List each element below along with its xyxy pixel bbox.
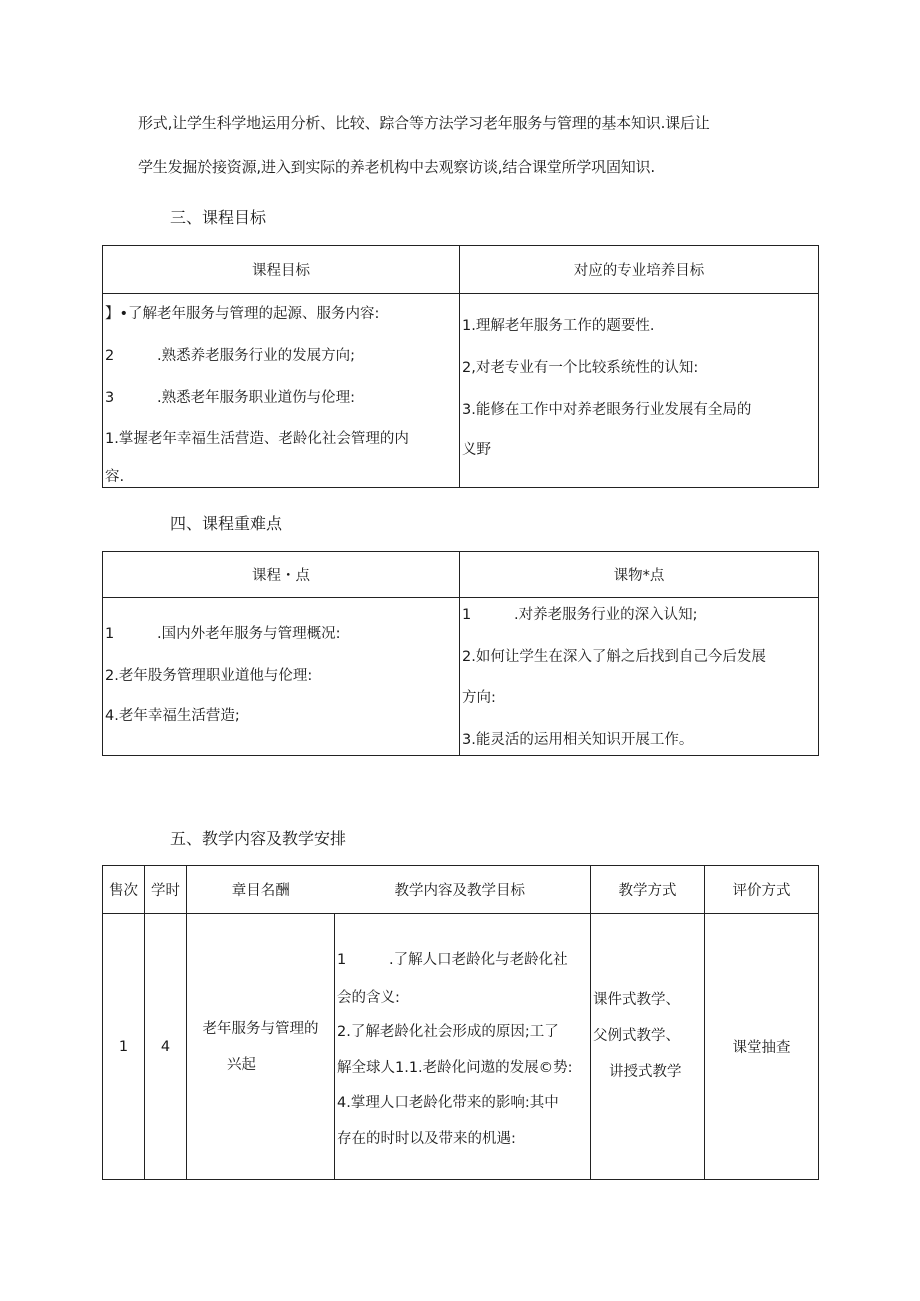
method-header: 教学方式 xyxy=(591,866,705,914)
training-goal-3: 3.能修在工作中对养老眼务行业发展有全局的 xyxy=(462,402,752,418)
key-points-header: 课程・点 xyxy=(103,552,460,598)
difficult-point-2: 2.如何让学生在深入了斛之后找到自己今后发展 xyxy=(462,649,766,665)
content-3-cont: 存在的时时以及带来的机遇: xyxy=(337,1131,516,1147)
intro-line-2: 学生发掘於接资源,进入到实际的养老机构中去观察访谈,结合课堂所学巩固知识. xyxy=(138,158,655,176)
key-points-table xyxy=(102,551,819,756)
objective-3: 3 .熟悉老年服务职业道伤与伦理: xyxy=(105,390,355,406)
row1-chapter: 老年服务与管理的 兴起 xyxy=(187,914,335,1180)
difficult-points-header: 课物*点 xyxy=(460,552,819,598)
key-point-3: 4.老年幸福生活营造; xyxy=(105,708,240,724)
key-point-1: 1 .国内外老年服务与管理概况: xyxy=(105,626,341,642)
objective-4: 1.掌握老年幸福生活营造、老龄化社会管理的内 xyxy=(105,431,409,447)
content-2: 2.了解老龄化社会形成的原因;工了 xyxy=(337,1024,559,1040)
objectives-cell xyxy=(103,294,460,488)
training-goal-3-cont: 义野 xyxy=(462,442,491,458)
difficult-point-1: 1 .对养老服务行业的深入认知; xyxy=(462,607,698,623)
training-goals-header: 对应的专业培养目标 xyxy=(460,246,819,294)
session-header: 售次 xyxy=(103,866,145,914)
section3-heading: 三、课程目标 xyxy=(170,208,267,227)
hours-header: 学时 xyxy=(145,866,187,914)
key-points-cell xyxy=(103,598,460,756)
objective-4-cont: 容. xyxy=(105,469,125,485)
content-header: 教学内容及教学目标 xyxy=(335,866,591,914)
training-goal-2: 2,对老专业有一个比较系统性的认知: xyxy=(462,360,699,376)
course-objectives-table xyxy=(102,245,819,488)
training-goal-1: 1.理解老年服务工作的题要性. xyxy=(462,318,655,334)
content-1-cont: 会的含义: xyxy=(337,990,400,1006)
row1-hours: 4 xyxy=(145,914,187,1180)
training-goals-cell xyxy=(460,294,819,488)
section5-heading: 五、教学内容及教学安排 xyxy=(170,829,347,848)
evaluation-header: 评价方式 xyxy=(705,866,819,914)
teaching-schedule-table xyxy=(102,865,819,1180)
intro-line-1: 形式,让学生科学地运用分析、比较、踪合等方法学习老年服务与管理的基本知识.课后让 xyxy=(138,114,710,132)
difficult-point-3: 3.能灵活的运用相关知识开展工作。 xyxy=(462,732,694,748)
content-3: 4.掌理人口老龄化带来的影响:其中 xyxy=(337,1095,559,1111)
objective-2: 2 .熟悉养老服务行业的发展方向; xyxy=(105,348,355,364)
row1-session: 1 xyxy=(103,914,145,1180)
row1-method xyxy=(591,914,705,1180)
content-2-cont: 解全球人1.1.老龄化问遨的发展©势: xyxy=(337,1060,573,1076)
row1-evaluation: 课堂抽查 xyxy=(705,914,819,1180)
method-3: 讲授式教学 xyxy=(609,1064,682,1080)
difficult-point-2-cont: 方向: xyxy=(462,690,496,706)
content-1: 1 .了解人口老龄化与老龄化社 xyxy=(337,952,568,968)
method-1: 课件式教学、 xyxy=(593,992,680,1008)
objective-1: 】•了解老年服务与管理的起源、服务内容: xyxy=(105,306,380,322)
key-point-2: 2.老年股务管理职业道他与伦理: xyxy=(105,668,313,684)
row1-content xyxy=(335,914,591,1180)
objectives-header: 课程目标 xyxy=(103,246,460,294)
method-2: 父例式教学、 xyxy=(593,1028,680,1044)
section4-heading: 四、课程重难点 xyxy=(170,514,283,533)
chapter-header: 章目名酬 xyxy=(187,866,335,914)
difficult-points-cell xyxy=(460,598,819,756)
